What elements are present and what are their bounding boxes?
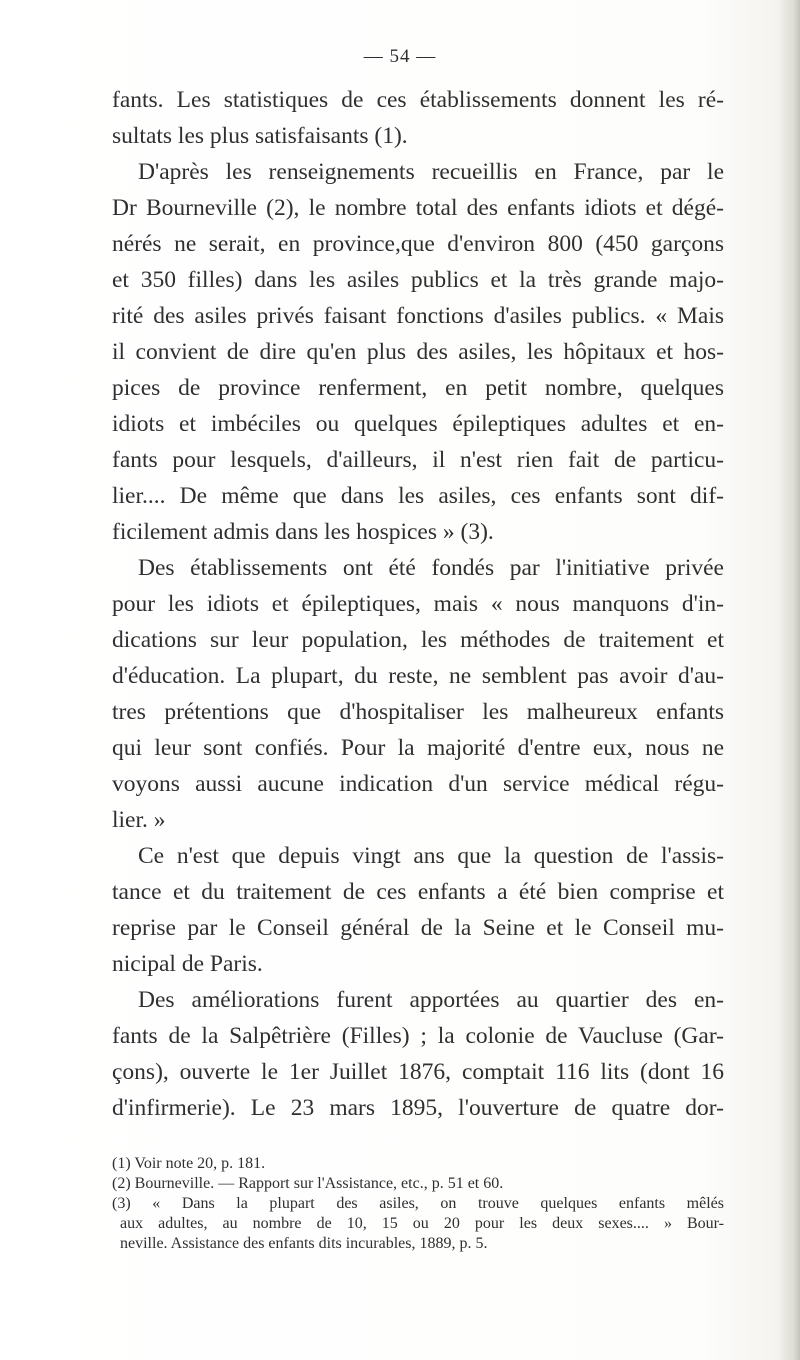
page-number: — 54 — xyxy=(363,46,437,67)
text-line: reprise par le Conseil général de la Seine et le Conseil mu- xyxy=(112,915,724,941)
footnote-line: aux adultes, au nombre de 10, 15 ou 20 pour les deux sexes.... » Bour- xyxy=(120,1215,724,1232)
text-line: çons), ouverte le 1er Juillet 1876, comptait 116 lits (dont 16 xyxy=(112,1059,724,1085)
main-text xyxy=(112,82,724,1126)
text-line: voyons aussi aucune indication d'un service médical régu- xyxy=(112,771,724,797)
text-line: tance et du traitement de ces enfants a été bien comprise et xyxy=(112,879,724,905)
text-line: d'infirmerie). Le 23 mars 1895, l'ouverture de quatre dor- xyxy=(112,1095,724,1121)
text-line: qui leur sont confiés. Pour la majorité d'entre eux, nous ne xyxy=(112,735,724,761)
text-line: il convient de dire qu'en plus des asiles, les hôpitaux et hos- xyxy=(112,339,724,365)
footnote-line: neville. Assistance des enfants dits incurables, 1889, p. 5. xyxy=(120,1235,488,1252)
text-line: dications sur leur population, les méthodes de traitement et xyxy=(112,627,724,653)
footnote-line: (2) Bourneville. — Rapport sur l'Assistance, etc., p. 51 et 60. xyxy=(112,1175,504,1192)
text-line: fants de la Salpêtrière (Filles) ; la colonie de Vaucluse (Gar- xyxy=(112,1023,724,1049)
footnotes xyxy=(112,1154,724,1254)
text-line: idiots et imbéciles ou quelques épileptiques adultes et en- xyxy=(112,411,724,437)
text-line: pour les idiots et épileptiques, mais « nous manquons d'in- xyxy=(112,591,724,617)
text-line: fants pour lesquels, d'ailleurs, il n'est rien fait de particu- xyxy=(112,447,724,473)
text-line: nicipal de Paris. xyxy=(112,951,263,977)
text-line: D'après les renseignements recueillis en France, par le xyxy=(138,159,724,185)
text-line: pices de province renferment, en petit nombre, quelques xyxy=(112,375,724,401)
text-line: nérés ne serait, en province,que d'environ 800 (450 garçons xyxy=(112,231,724,257)
text-line: et 350 filles) dans les asiles publics et la très grande majo- xyxy=(112,267,724,293)
text-line: rité des asiles privés faisant fonctions d'asiles publics. « Mais xyxy=(112,303,724,329)
page-edge-shadow xyxy=(778,0,800,1360)
text-line: d'éducation. La plupart, du reste, ne semblent pas avoir d'au- xyxy=(112,663,724,689)
text-line: ficilement admis dans les hospices » (3). xyxy=(112,519,494,545)
text-line: lier. » xyxy=(112,807,166,833)
text-line: lier.... De même que dans les asiles, ces enfants sont dif- xyxy=(112,483,724,509)
text-line: fants. Les statistiques de ces établissements donnent les ré- xyxy=(112,87,724,113)
text-line: Ce n'est que depuis vingt ans que la question de l'assis- xyxy=(138,843,724,869)
text-line: Des établissements ont été fondés par l'initiative privée xyxy=(138,555,724,581)
text-line: Dr Bourneville (2), le nombre total des enfants idiots et dégé- xyxy=(112,195,724,221)
footnote-line: (1) Voir note 20, p. 181. xyxy=(112,1155,266,1172)
footnote-line: (3) « Dans la plupart des asiles, on trouve quelques enfants mêlés xyxy=(112,1195,724,1212)
text-line: tres prétentions que d'hospitaliser les malheureux enfants xyxy=(112,699,724,725)
text-line: Des améliorations furent apportées au quartier des en- xyxy=(138,987,724,1013)
text-line: sultats les plus satisfaisants (1). xyxy=(112,123,408,149)
